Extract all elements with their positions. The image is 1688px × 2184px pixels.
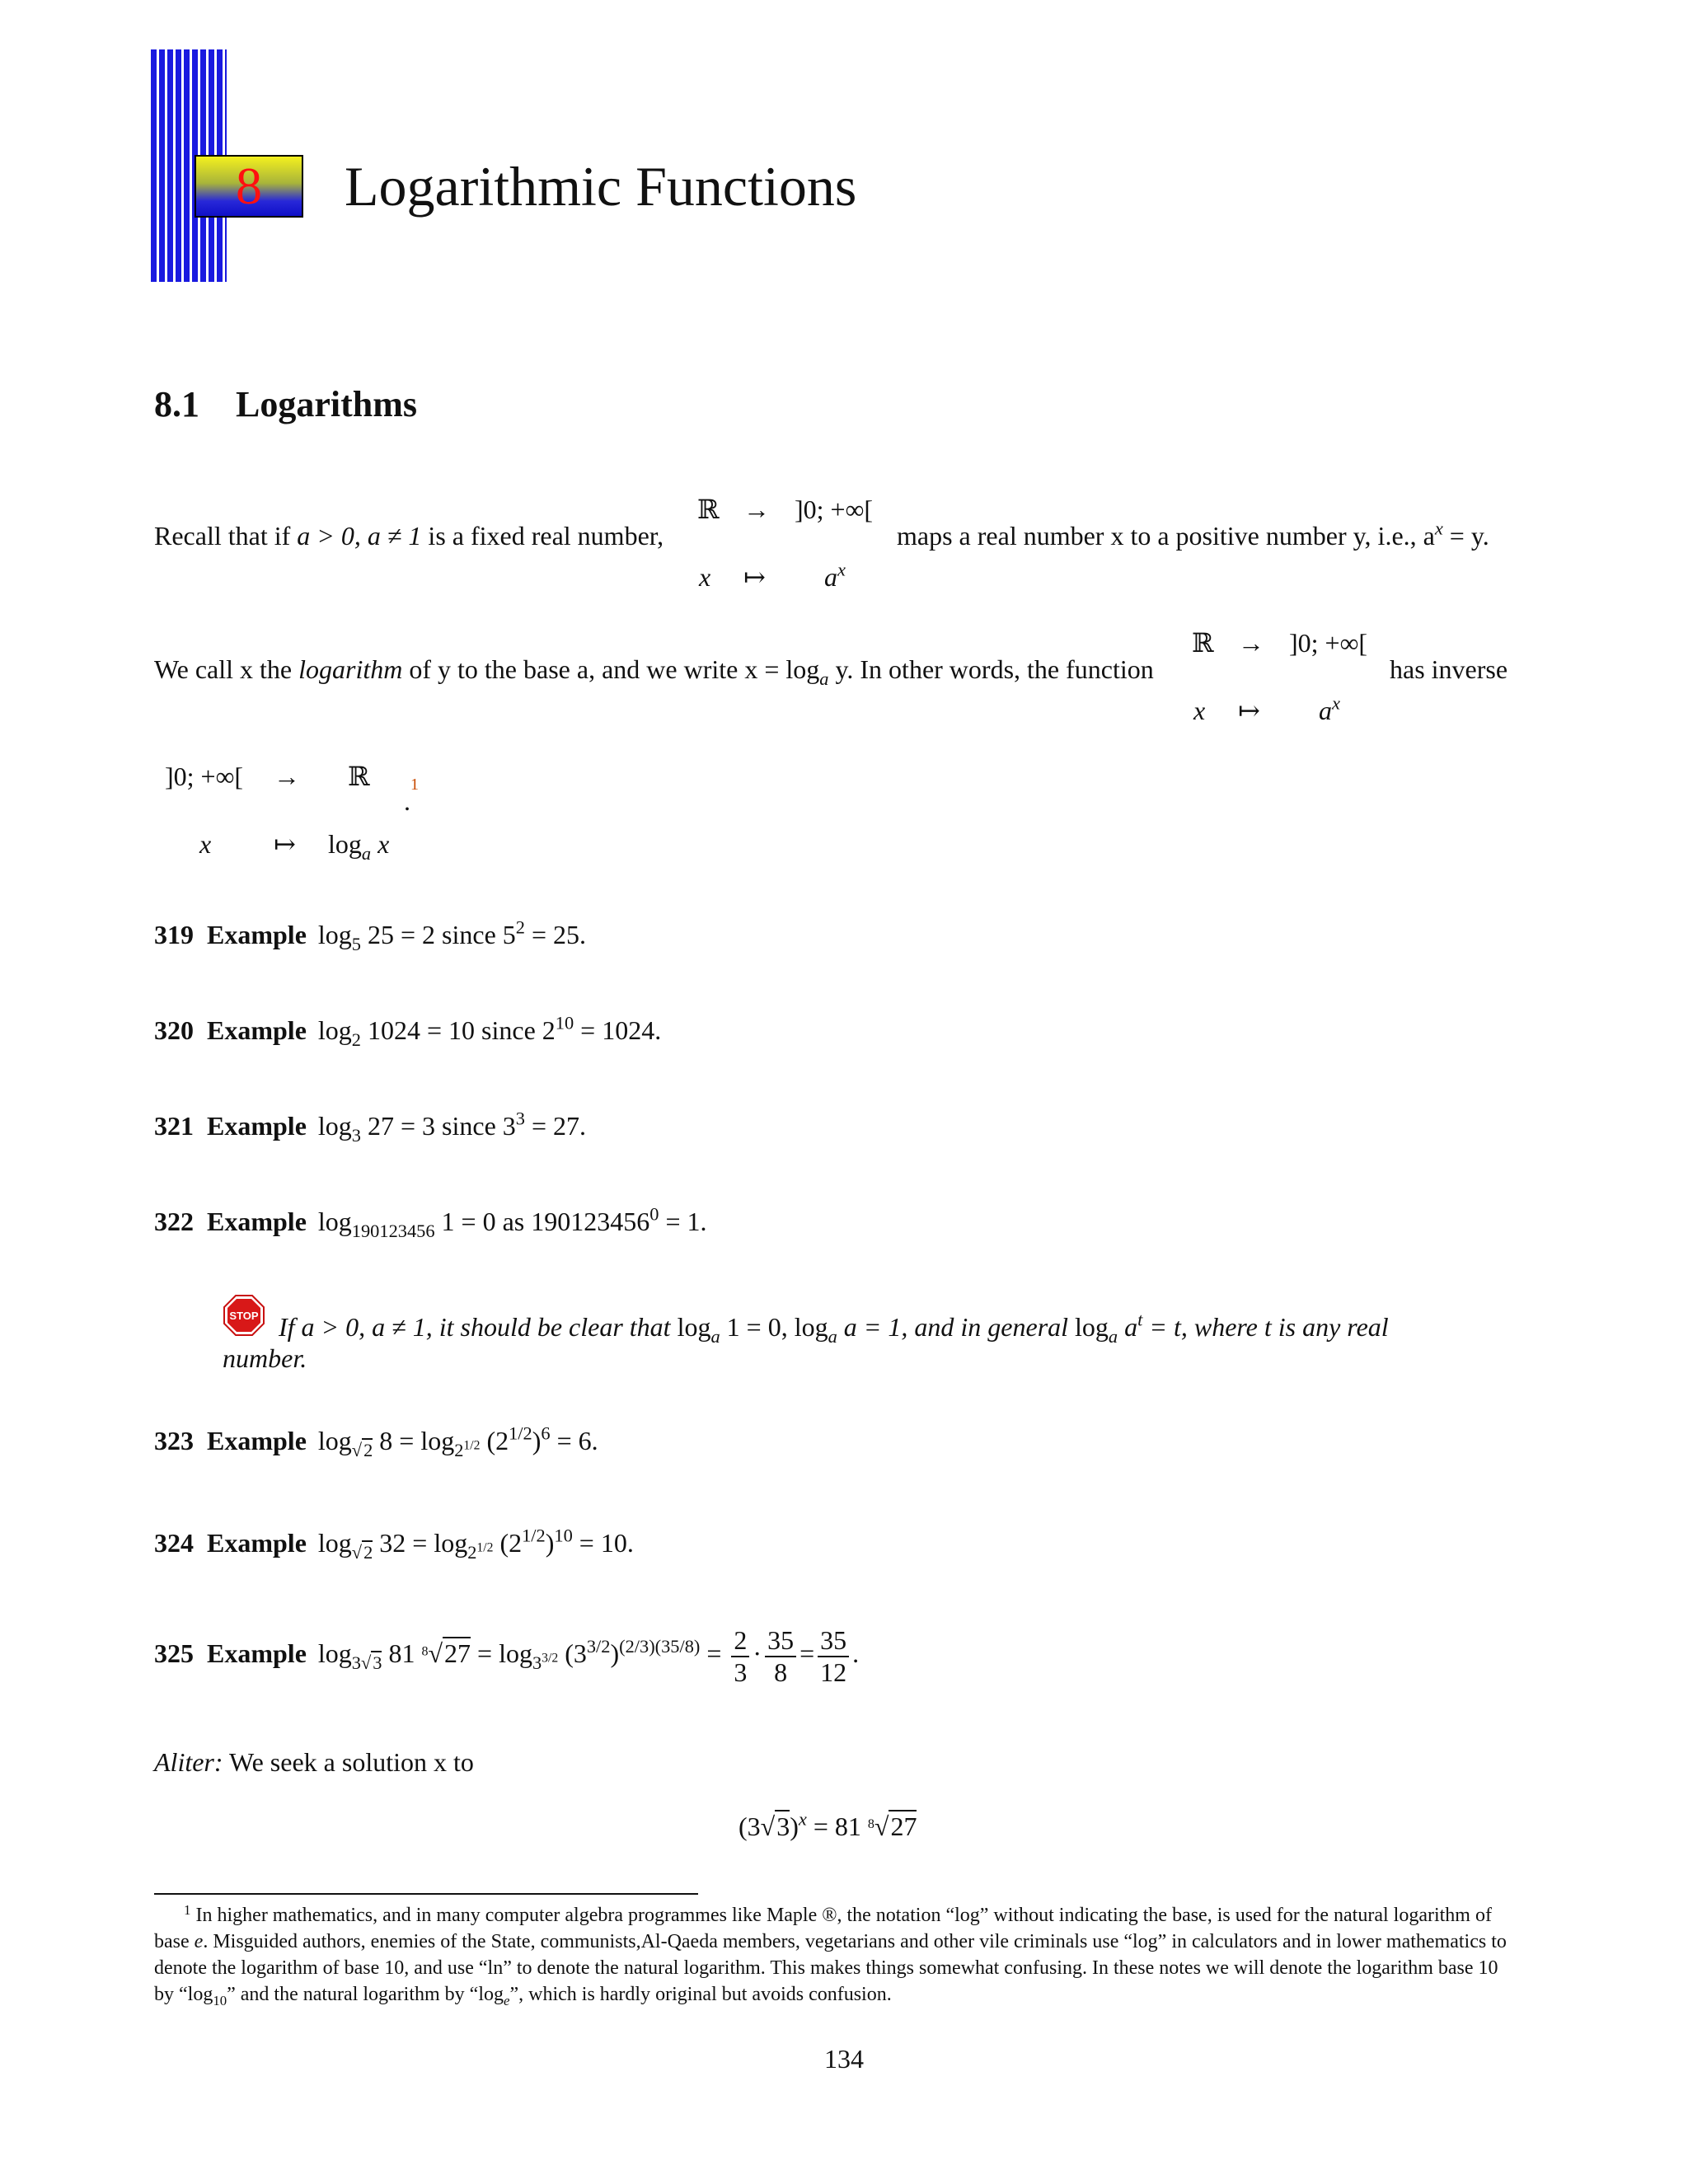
- para2-tail: has inverse: [1390, 654, 1508, 684]
- example-322: 322 Example $\log_{190123456} 1 = 0$ as $190123456^0 = 1$.: [154, 1203, 707, 1241]
- para2-text: We call x the logarithm of y to the base a, and we write $x = \log_a y$. In other words, the function: [154, 654, 1154, 689]
- example-321: 321 Example $\log_3 27 = 3$ since $3^3 = 27$.: [154, 1108, 587, 1146]
- section-heading: [154, 382, 417, 427]
- example-319: 319 Example $\log_5 25 = 2$ since $5^2 = 25$.: [154, 916, 587, 954]
- footnote-rule: [154, 1893, 698, 1895]
- chapter-number: 8: [236, 157, 262, 215]
- para1-text: Recall that if a > 0, a ≠ 1 is a fixed real number,: [154, 521, 664, 551]
- footnote: $^1$ In higher mathematics, and in many computer algebra programmes like Maple ®, the notation “log” without indicating the base, is used for the natural logarithm of base e. Misguided authors, enemies of the State, communists,Al-Qaeda members, vegetarians and other vile criminals use “log” in calculators and in lower mathematics to denote the logarithm of base 10, and use “ln” to denote the natural logarithm. This makes things somewhat confusing. In these notes we will denote the logarithm base 10 by “$\log_{10}$” and the natural logarithm by “$\log_e$”, which is hardly original but avoids confusion.: [154, 1902, 1507, 2008]
- example-320: 320 Example $\log_2 1024 = 10$ since $2^{10} = 1024$.: [154, 1012, 662, 1050]
- section-title: Logarithms: [236, 384, 417, 424]
- page-number: 134: [824, 2044, 864, 2074]
- example-325: 325 Example $\log_{3√3} 81$ $^8√27 = \log_{3^{3/2}} (3^{3/2})^{(2/3)(35/8)}$ = $\frac{2}{3}$ · $\frac{35}{8}$ = $\frac{35}{12}$ .: [154, 1625, 860, 1687]
- svg-text:STOP: STOP: [229, 1310, 259, 1322]
- example-324: 324 Example $\log_{√2} 32 = \log_{2^{1/2}} (2^{1/2})^{10} = 10$.: [154, 1525, 634, 1563]
- remark-line-1: If a > 0, a ≠ 1, it should be clear that $\log_a 1 = 0$, $\log_a a = 1$, and in general $\log_a a^t = t$, where t is any real: [279, 1309, 1389, 1347]
- chapter-title: Logarithmic Functions: [345, 155, 857, 218]
- aliter-line: Aliter: We seek a solution x to: [154, 1747, 474, 1777]
- section-number: 8.1: [154, 384, 199, 424]
- stop-sign-icon: [223, 1294, 265, 1337]
- aliter-equation: $(3√3)^x = 81$ $^8$√27: [738, 1808, 917, 1841]
- example-323: 323 Example $\log_{√2} 8 = \log_{2^{1/2}} (2^{1/2})^6 = 6$.: [154, 1422, 598, 1460]
- remark-line-2: number.: [223, 1343, 307, 1373]
- chapter-number-box: [195, 155, 303, 218]
- footnote-ref[interactable]: 1: [410, 776, 419, 794]
- para1-tail: maps a real number x to a positive number y, i.e., $a^x = y$.: [897, 518, 1489, 551]
